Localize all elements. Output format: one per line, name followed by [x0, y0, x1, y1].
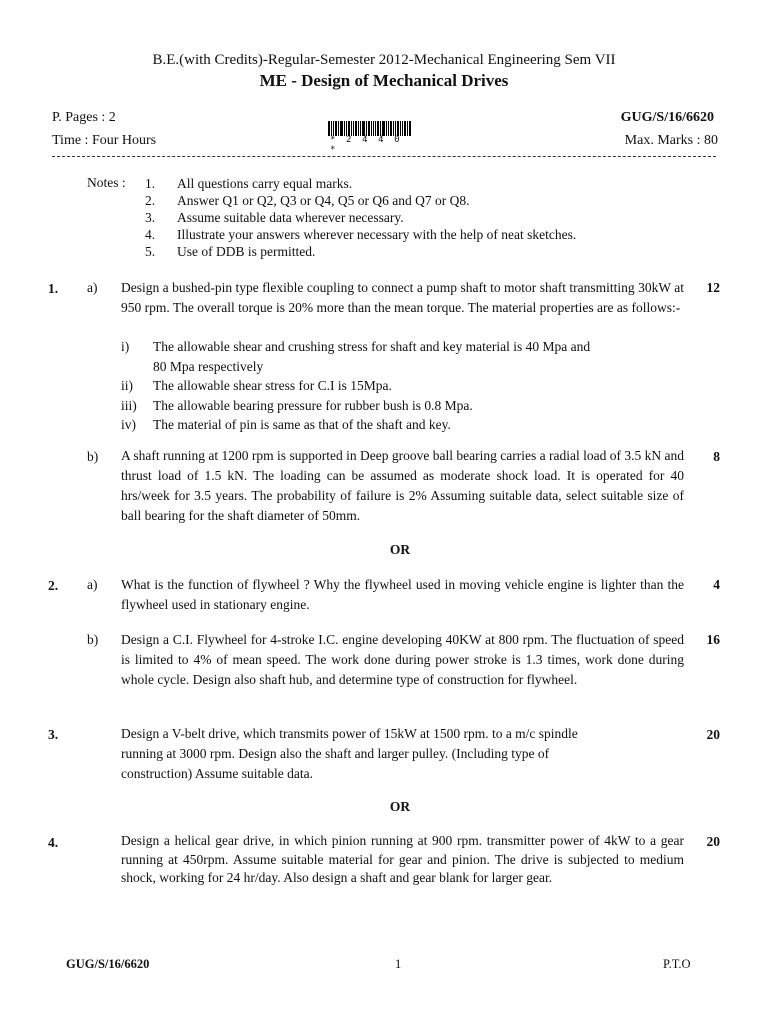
q2b-text: Design a C.I. Flywheel for 4-stroke I.C. engine developing 40KW at 800 rpm. The fluctuation of speed is limited to 4% of mean speed. The work done during power stroke is 1.3 times, work done during whole cycle. Design also shaft hub, and determine type of construction for flywheel.: [121, 632, 684, 687]
sub-number: iii): [121, 397, 137, 413]
notes-label: Notes :: [87, 175, 126, 190]
sub-item: [121, 337, 681, 357]
barcode-number: * 2 4 4 0 *: [330, 135, 403, 155]
note-number: 1.: [145, 176, 156, 191]
question-number-3: 3.: [48, 727, 59, 742]
header-divider: [52, 156, 716, 157]
q1a-marks: 12: [706, 280, 720, 295]
note-item: [145, 209, 576, 226]
q2a-marks: 4: [713, 577, 720, 592]
sub-text: The allowable shear stress for C.I is 15Mpa.: [153, 378, 392, 393]
note-text: Illustrate your answers wherever necessary with the help of neat sketches.: [177, 227, 577, 242]
note-item: [145, 226, 576, 243]
max-marks: Max. Marks : 80: [624, 133, 718, 148]
note-text: Assume suitable data wherever necessary.: [177, 210, 404, 225]
q4-marks: 20: [706, 834, 720, 849]
q3-line: running at 3000 rpm. Design also the shaft and larger pulley. (Including type of: [121, 746, 550, 761]
sub-text: The allowable shear and crushing stress for shaft and key material is 40 Mpa and: [153, 339, 591, 354]
or-separator: OR: [389, 542, 411, 557]
sub-item: [121, 396, 681, 416]
subject-title: ME - Design of Mechanical Drives: [259, 71, 509, 90]
notes-list: [145, 175, 576, 260]
sub-text: The material of pin is same as that of the shaft and key.: [153, 417, 451, 432]
sub-number: ii): [121, 378, 133, 393]
q3-line: construction) Assume suitable data.: [121, 766, 313, 781]
sub-text: 80 Mpa respectively: [153, 358, 264, 374]
question-number-2: 2.: [48, 578, 59, 593]
note-number: 5.: [145, 244, 156, 259]
note-item: [145, 192, 576, 209]
note-text: All questions carry equal marks.: [177, 176, 353, 191]
note-number: 4.: [145, 227, 156, 242]
course-line: B.E.(with Credits)-Regular-Semester 2012-Mechanical Engineering Sem VII: [152, 52, 616, 68]
sub-text: The allowable bearing pressure for rubber bush is 0.8 Mpa.: [153, 397, 473, 413]
question-number-4: 4.: [48, 835, 59, 850]
or-separator: OR: [389, 799, 411, 814]
footer-paper-code: GUG/S/16/6620: [66, 957, 150, 971]
q3-line: Design a V-belt drive, which transmits power of 15kW at 1500 rpm. to a m/c spindle: [121, 726, 578, 741]
sub-item: [121, 357, 681, 377]
barcode: [328, 121, 414, 136]
sub-number: i): [121, 339, 130, 354]
pto-label: P.T.O: [663, 957, 691, 971]
note-text: Answer Q1 or Q2, Q3 or Q4, Q5 or Q6 and Q7 or Q8.: [177, 193, 470, 208]
sub-number: [121, 357, 153, 377]
q3-text: [121, 724, 684, 784]
sub-number: iv): [121, 417, 136, 432]
q2a-text: What is the function of flywheel ? Why the flywheel used in moving vehicle engine is lighter than the flywheel used in stationary engine.: [121, 577, 684, 612]
note-item: [145, 175, 576, 192]
note-number: 3.: [145, 210, 156, 225]
q1-part-a-label: a): [87, 280, 98, 295]
q2-part-b-label: b): [87, 632, 99, 647]
note-item: [145, 243, 576, 260]
page-number: 1: [395, 957, 402, 971]
paper-code: GUG/S/16/6620: [620, 110, 714, 125]
note-text: Use of DDB is permitted.: [177, 244, 316, 259]
note-number: 2.: [145, 193, 156, 208]
q1a-sublist: [121, 337, 681, 435]
q4-text: Design a helical gear drive, in which pinion running at 900 rpm. transmitter power of 4kW to a gear running at 450rpm. Assume suitable material for gear and pinion. The drive is subjected to medium shock, working for 24 hr/day. Also design a shaft and gear blank for larger gear.: [121, 833, 684, 885]
q1-part-b-label: b): [87, 449, 99, 464]
q3-marks: 20: [706, 727, 720, 742]
q2-part-a-label: a): [87, 577, 98, 592]
sub-item: [121, 376, 681, 396]
q1b-marks: 8: [713, 449, 720, 464]
q2b-marks: 16: [706, 632, 720, 647]
question-number-1: 1.: [48, 281, 59, 296]
exam-duration: Time : Four Hours: [52, 133, 157, 148]
q1b-text: A shaft running at 1200 rpm is supported in Deep groove ball bearing carries a radial load of 3.5 kN and thrust load of 1.5 kN. The loading can be assumed as moderate shock load. It is operated for 40 hrs/week for 3.5 years. The probability of failure is 2% Assuming suitable data, select suitable size of ball bearing for the shaft diameter of 50mm.: [121, 448, 684, 523]
sub-item: [121, 415, 681, 435]
page-count: P. Pages : 2: [52, 110, 116, 125]
q1a-text: Design a bushed-pin type flexible coupling to connect a pump shaft to motor shaft transmitting 30kW at 950 rpm. The overall torque is 20% more than the mean torque. The material properties are as follows:-: [121, 280, 684, 315]
